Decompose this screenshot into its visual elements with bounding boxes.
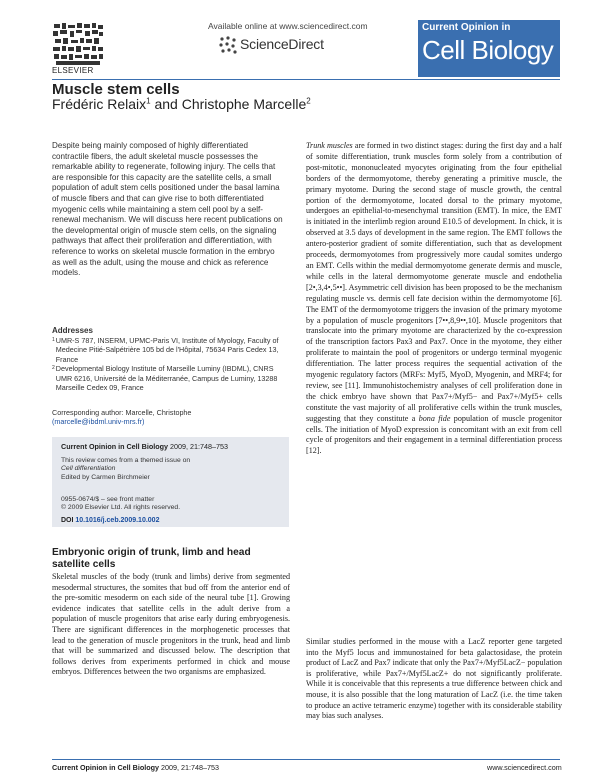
paragraph-1: [306, 141, 562, 457]
corresponding-author-label: Corresponding author: Marcelle, Christophe: [52, 408, 192, 417]
address-2-number: 2: [52, 365, 55, 371]
info-journal: Current Opinion in Cell Biology: [61, 442, 169, 451]
article-title: Muscle stem cells: [52, 81, 180, 98]
author-2: and Christophe Marcelle: [150, 96, 307, 112]
publisher-name: ELSEVIER: [52, 66, 94, 75]
address-1: [52, 336, 284, 365]
right-column-paragraph-1: [306, 141, 562, 457]
info-themed-issue: [61, 457, 190, 482]
journal-banner: [418, 20, 560, 77]
right-column-paragraph-2: [306, 637, 562, 722]
info-copyright: [61, 496, 180, 513]
address-1-text: UMR-S 787, INSERM, UPMC-Paris VI, Institute of Myology, Faculty of Medecine Pitié-Salpétrière 105 bd de l'Hôpital, 75634 Paris Cedex 13, France: [55, 335, 279, 364]
footer-url[interactable]: www.sciencedirect.com: [487, 763, 562, 772]
section-body: [52, 572, 290, 678]
footer-journal: Current Opinion in Cell Biology: [52, 763, 160, 772]
available-online-text[interactable]: Available online at www.sciencedirect.com: [208, 21, 368, 31]
doi-link[interactable]: 10.1016/j.ceb.2009.10.002: [75, 517, 160, 524]
paragraph-1-text: are formed in two distinct stages: during the first day and a half of somite differentiation, trunk muscles form solely from a contribution of post-mitotic, mononucleated myocytes originating from the four epithelial borders of the dermomyotome, thereby generating a primitive muscle, the primary myotome. During the second stage of muscle growth, the central portion of the dermomyotome, located dorsal to the primary myotome, undergoes an epithelial-to-mesenchymal transition (EMT). In mice, the EMT is initiated in the interlimb region around E10.5 of development. In chick, it is observed at 3.5 days of development in the same region. The EMT follows the antero-posterior gradient of somite differentiation, such that as development proceeds, dermomyotomes from progressively more caudal somites undergo an EMT. Cells within the medial dermomyotome generate dermis and muscle, while cells in the lateral dermomyotome generate muscle and endothelia [2•,3,4•,5••]. Asymmetric cell division has been proposed to be the mechanism regulating muscle vs. dermis cell fate decision within the dermomyotome [6]. The EMT of the dermomyotome triggers the invasion of the primary myotome by a population of muscle progenitors [7••,8,9••,10]. Muscle progenitors that translocate into the primary myotome are characterized by the co-expression of the transcription factors Pax3 and Pax7. Once in the myotome, they either proliferate to maintain the pool of progenitors or undergo terminal myogenic differentiation. The latter process requires the sequential activation of the myogenic regulatory factors (MRFs: Myf5, MyoD, Myogenin, and MRF4; for review, see [11]. Immunohistochemistry analyses of cell proliferation done in the chick embryo have shown that Pax7+/Myf5− and Pax7+/Myf5+ cells constitute the vast majority of all proliferative cells within the trunk muscles, suggesting that they constitute a: [306, 141, 562, 423]
doi-label: DOI: [61, 517, 76, 524]
author-1: Frédéric Relaix: [52, 96, 147, 112]
article-authors: [52, 96, 311, 112]
info-citation-text: 2009, 21:748–753: [168, 442, 228, 451]
section-heading: Embryonic origin of trunk, limb and head satellite cells: [52, 547, 251, 570]
addresses-heading: Addresses: [52, 326, 93, 335]
info-themed-line: This review comes from a themed issue on: [61, 457, 191, 464]
info-doi: [61, 517, 159, 524]
corresponding-author: [52, 408, 284, 426]
sciencedirect-logo: [218, 35, 358, 57]
paragraph-1-italic: bona fide: [418, 413, 451, 423]
elsevier-logo-icon: [52, 22, 104, 66]
footer-citation: [52, 763, 219, 772]
info-copyright-text: © 2009 Elsevier Ltd. All rights reserved.: [61, 504, 181, 512]
sciencedirect-mark-icon: [218, 35, 238, 55]
footer-citation-text: 2009, 21:748–753: [159, 763, 219, 772]
header-rule: [52, 79, 560, 80]
info-issn: 0955-0674/$ – see front matter: [61, 496, 155, 503]
journal-banner-top: Current Opinion in: [422, 22, 511, 33]
corresponding-author-email[interactable]: (marcelle@ibdml.univ-mrs.fr): [52, 417, 145, 427]
address-1-number: 1: [52, 336, 55, 343]
paragraph-2: Similar studies performed in the mouse with a LacZ reporter gene targeted into the Myf5 locus and immunostained for beta galactosidase, the protein product of LacZ and Pax7 indicate that only the Pax7+/Myf5LacZ− population is proliferative, while Pax7+/Myf5LacZ+ do not significantly proliferate. While it is conceivable that this represents a true difference between chick and mouse, it is also possible that the long maturation of LacZ (i.e. the time taken to produce an active tetrameric enzyme) together with its considerable stability may bias such analyses.: [306, 637, 562, 721]
author-1-affiliation: 1: [146, 96, 151, 106]
info-citation: [61, 442, 228, 451]
info-editor: Edited by Carmen Birchmeier: [61, 473, 150, 481]
address-2: [52, 364, 284, 393]
sciencedirect-wordmark: ScienceDirect: [240, 36, 324, 52]
paragraph-1-lead: Trunk muscles: [306, 141, 353, 150]
addresses: [52, 326, 284, 393]
article-info-box: [52, 437, 289, 527]
address-2-text: Developmental Biology Institute of Marseille Luminy (IBDML), CNRS UMR 6216, Université de la Méditerranée, Campus de Luminy, 13288 Marseille Cedex 09, France: [55, 364, 278, 392]
author-2-affiliation: 2: [306, 96, 311, 106]
section-paragraph: Skeletal muscles of the body (trunk and limbs) derive from segmented mesodermal structures, the somites that bud off from the anterior end of the pre-somitic mesoderm on each side of the neural tube [1]. Growing evidence indicates that satellite cells in the adult derive from a population of muscle progenitors that arise early during embryogenesis. There are significant differences in the morphogenetic processes that lead to the generation of muscle progenitors in the trunk, head and limb that will be summarized and discussed below. The description that follows derives from experiments performed in chick and mouse embryos. Differences between the two organisms are emphasized.: [52, 572, 290, 677]
journal-banner-main: Cell Biology: [422, 35, 554, 65]
footer-rule: [52, 759, 560, 760]
abstract: Despite being mainly composed of highly differentiated contractile fibers, the adult skeletal muscle possesses the remarkable ability to regenerate, following injury. The cells that are responsible for this capacity are the satellite cells, a small population of adult stem cells positioned under the basal lamina of muscle fibers and that can give rise to both differentiated myogenic cells while maintaining a stem cell pool by a self-renewal mechanism. We will discuss here recent publications on the developmental origin of muscle stem cells, on the signaling pathways that affect their proliferation and differentiation, with reference to works on skeletal muscle formation in the embryo as well as the adult, using the mouse and chick as reference models.: [52, 141, 283, 278]
info-theme: Cell differentiation: [61, 465, 116, 473]
paragraph-1-end: population of muscle progenitor cells. The initiation of MyoD expression is concomitant with an exit from cell cycle of progenitors and their engagement in a terminal differentiation process [12].: [306, 413, 562, 456]
